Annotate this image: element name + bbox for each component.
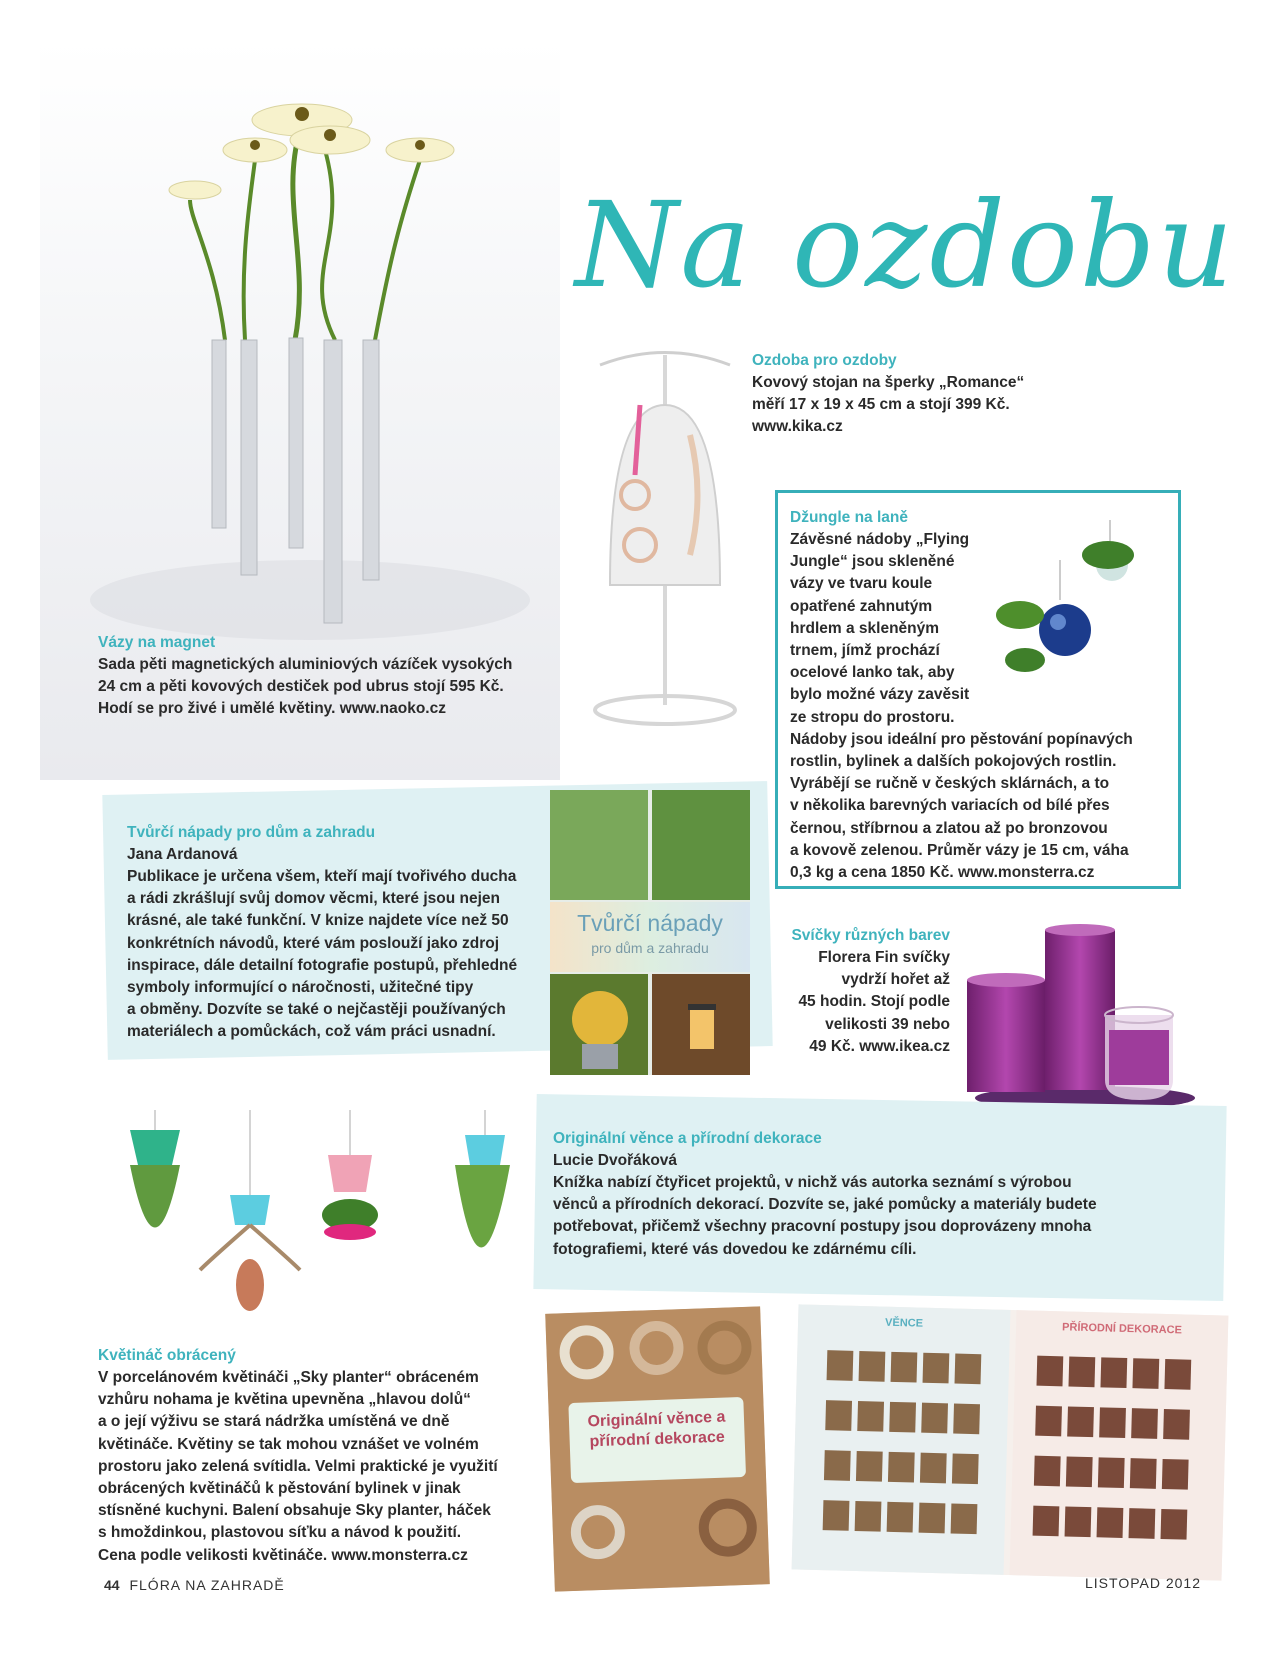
text-line: ocelové lanko tak, aby	[790, 664, 955, 682]
issue-date: LISTOPAD 2012	[1085, 1575, 1201, 1591]
text-line: krásné, ale také funkční. V knize najdete více než 50	[127, 912, 509, 930]
pumpkin-illustration	[550, 974, 648, 1075]
text-line: a kovově zelenou. Průměr vázy je 15 cm, váha	[790, 841, 1129, 859]
text-line: prostoru jako zelená svítidla. Velmi praktické je využití	[98, 1457, 498, 1475]
text-line: ze stropu do prostoru.	[790, 708, 955, 726]
text-line: Kovový stojan na šperky „Romance“	[752, 374, 1025, 391]
text-line: 24 cm a pěti kovových destiček pod ubrus stojí 595 Kč.	[98, 678, 504, 696]
text-line: květináče. Květiny se tak mohou vznášet ve volném	[98, 1435, 479, 1453]
text-line: rostlin, bylinek a dalších pokojových rostlin.	[790, 753, 1117, 771]
article-flying-jungle	[790, 507, 1170, 884]
text-line: Florera Fin svíčky	[818, 949, 950, 966]
spread-left-heading: VĚNCE	[884, 1316, 924, 1330]
text-line: stísněné kuchyni. Balení obsahuje Sky planter, háček	[98, 1502, 491, 1520]
text-line: Závěsné nádoby „Flying	[790, 531, 970, 548]
text-line: s hmoždinkou, plastovou síťku a návod k použití.	[98, 1524, 462, 1542]
text-line: Sada pěti magnetických aluminiových vázíček vysokých	[98, 656, 513, 673]
text-line: trnem, jímž prochází	[790, 642, 940, 660]
photo-jewelry-stand	[580, 345, 750, 730]
text-line: a o její výživu se stará nádržka umístěná ve dně	[98, 1413, 450, 1431]
text-line: potřebovat, přičemž všechny pracovní postupy jsou doprovázeny mnoha	[553, 1218, 1092, 1236]
book-cover-wreaths	[545, 1306, 770, 1591]
text-line: Hodí se pro živé i umělé květiny. www.naoko.cz	[98, 700, 446, 718]
text-line: velikosti 39 nebo	[825, 1015, 950, 1033]
cover-photo	[652, 974, 750, 1075]
lantern-illustration	[652, 974, 750, 1075]
photo-sky-planters	[100, 1110, 545, 1350]
spread-thumbnails	[792, 1339, 1227, 1565]
article-magnetic-vases	[98, 632, 548, 721]
heading-flying-jungle: Džungle na laně	[790, 509, 908, 526]
author: Jana Ardanová	[127, 846, 238, 863]
cover-photo	[652, 790, 750, 900]
article-creative-ideas	[127, 822, 547, 1044]
text-line: materiálech a pomůckách, což vám práci usnadní.	[127, 1023, 496, 1041]
candles-illustration	[955, 920, 1225, 1110]
text-line: 49 Kč. www.ikea.cz	[809, 1037, 950, 1055]
footer-left	[104, 1577, 285, 1593]
cover-subtitle: pro dům a zahradu	[591, 940, 709, 956]
text-line: Publikace je určena všem, kteří mají tvořivého ducha	[127, 868, 517, 885]
text-line: Cena podle velikosti květináče. www.monsterra.cz	[98, 1546, 468, 1564]
cover-photo	[550, 974, 648, 1075]
planters-illustration	[100, 1110, 545, 1350]
jewelry-stand-illustration	[580, 345, 750, 730]
text-line: vzhůru nohama je květina upevněna „hlavou dolů“	[98, 1391, 471, 1409]
text-line: věnců a přírodních dekorací. Dozvíte se, jaké pomůcky a materiály budete	[553, 1196, 1097, 1214]
heading-magnetic-vases: Vázy na magnet	[98, 634, 216, 651]
heading-sky-planter: Květináč obrácený	[98, 1347, 236, 1364]
text-line: www.kika.cz	[752, 418, 843, 436]
text-line: symboly informující o náročnosti, užitečné tipy	[127, 979, 474, 997]
article-candles	[760, 925, 950, 1058]
text-line: vydrží hořet až	[841, 971, 950, 989]
text-line: obrácených květináčů k pěstování bylinek v jinak	[98, 1480, 461, 1498]
text-line: V porcelánovém květináči „Sky planter“ obráceném	[98, 1369, 479, 1386]
text-line: fotografiemi, které vás dovedou ke zdárnému cíli.	[553, 1240, 917, 1258]
text-line: Vyrábějí se ručně v českých sklárnách, a to	[790, 775, 1110, 793]
text-line: bylo možné vázy zavěsit	[790, 686, 970, 704]
text-line: a rádi zkrášlují svůj domov věcmi, které jsou nejen	[127, 890, 501, 908]
text-line: černou, stříbrnou a zlatou až po bronzovou	[790, 819, 1108, 837]
text-line: měří 17 x 19 x 45 cm a stojí 399 Kč.	[752, 396, 1010, 414]
cover-title-band	[550, 902, 750, 972]
cover-title: Tvůrčí nápady	[577, 910, 723, 936]
cover-photo	[550, 790, 648, 900]
text-line: inspirace, dále detailní fotografie postupů, přehledné	[127, 956, 518, 974]
magazine-name: FLÓRA NA ZAHRADĚ	[129, 1577, 285, 1593]
photo-candles	[955, 920, 1225, 1110]
text-line: a obměny. Dozvíte se také o nejčastěji používaných	[127, 1001, 506, 1019]
book-spread-wreaths	[792, 1304, 1229, 1580]
page-title: Na ozdobu	[575, 176, 1236, 314]
text-line: Jungle“ jsou skleněné	[790, 553, 955, 571]
heading-candles: Svíčky různých barev	[791, 927, 950, 944]
heading-jewelry-stand: Ozdoba pro ozdoby	[752, 352, 897, 369]
author: Lucie Dvořáková	[553, 1152, 678, 1169]
text-line: opatřené zahnutým	[790, 597, 933, 615]
page-number: 44	[104, 1577, 120, 1593]
text-line: vázy ve tvaru koule	[790, 575, 933, 593]
text-line: 0,3 kg a cena 1850 Kč. www.monsterra.cz	[790, 864, 1095, 882]
text-line: Knížka nabízí čtyřicet projektů, v nichž vás autorka seznámí s výrobou	[553, 1174, 1072, 1191]
cover-title: Originální věnce a přírodní dekorace	[587, 1408, 726, 1451]
text-line: hrdlem a skleněným	[790, 619, 940, 637]
article-wreaths	[553, 1128, 1193, 1261]
text-line: konkrétních návodů, které vám poslouží jako zdroj	[127, 934, 500, 952]
article-sky-planter	[98, 1345, 548, 1567]
text-line: Nádoby jsou ideální pro pěstování popínavých	[790, 730, 1133, 748]
text-line: 45 hodin. Stojí podle	[798, 993, 950, 1011]
heading-wreaths: Originální věnce a přírodní dekorace	[553, 1130, 822, 1147]
spread-right-heading: PŘÍRODNÍ DEKORACE	[1061, 1321, 1183, 1337]
text-line: v několika barevných variacích od bílé přes	[790, 797, 1110, 815]
heading-creative-ideas: Tvůrčí nápady pro dům a zahradu	[127, 824, 376, 841]
book-cover-creative-ideas	[550, 790, 750, 1075]
article-jewelry-stand	[752, 350, 1072, 439]
